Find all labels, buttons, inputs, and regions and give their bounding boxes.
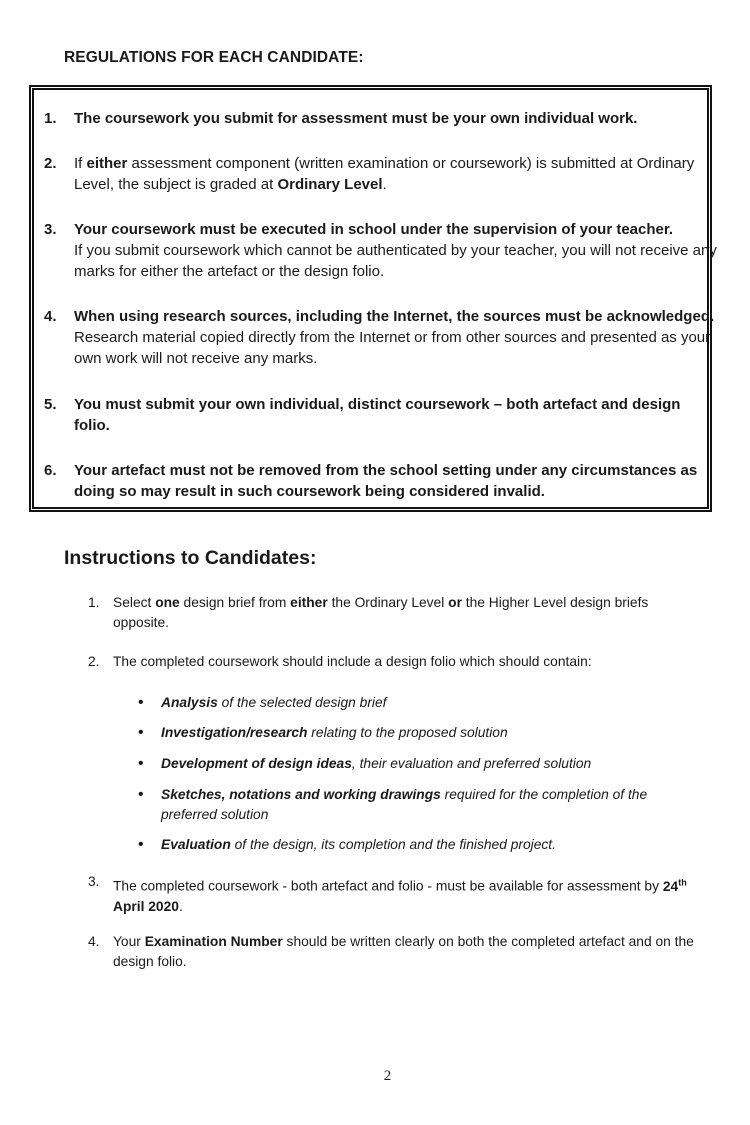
regulation-item-6	[44, 460, 699, 502]
instruction-text: The completed coursework should include a design folio which should contain:	[113, 654, 592, 669]
bullet-icon: •	[138, 836, 144, 853]
bullet-icon: •	[138, 755, 144, 772]
instruction-number: 2.	[88, 654, 100, 669]
bullet-item: • Analysis of the selected design brief	[138, 694, 387, 711]
regulation-number: 6.	[44, 462, 57, 479]
bullet-item: • Evaluation of the design, its completion and the finished project.	[138, 836, 556, 853]
regulation-item-5	[44, 394, 704, 436]
regulation-item-2	[44, 153, 729, 195]
instruction-item-2	[88, 652, 708, 672]
bullet-icon: •	[138, 724, 144, 741]
instruction-text: The completed coursework - both artefact and folio - must be available for assessment by 24th April 2020.	[113, 877, 687, 914]
instruction-item-4	[88, 932, 708, 972]
instruction-text: Select one design brief from either the Ordinary Level or the Higher Level design briefs opposite.	[113, 595, 649, 630]
regulation-text: Your coursework must be executed in school under the supervision of your teacher. If you submit coursework which cannot be authenticated by your teacher, you will not receive any marks for either the artefact or the design folio.	[74, 221, 717, 280]
instruction-text: Your Examination Number should be written clearly on both the completed artefact and on the design folio.	[113, 934, 694, 969]
regulation-text: Your artefact must not be removed from the school setting under any circumstances as doing so may result in such coursework being considered invalid.	[74, 462, 698, 500]
regulation-text: You must submit your own individual, distinct coursework – both artefact and design folio.	[74, 396, 681, 434]
regulation-item-4	[44, 306, 729, 369]
instruction-number: 4.	[88, 934, 100, 949]
regulation-text: When using research sources, including the Internet, the sources must be acknowledged. Research material copied directly from the Internet or from other sources and presented as your own work will not receive any marks.	[74, 308, 715, 367]
bullet-item: • Sketches, notations and working drawings required for the completion of the preferred solution	[138, 785, 678, 825]
regulation-item-1	[44, 108, 729, 129]
bullet-item: • Development of design ideas, their evaluation and preferred solution	[138, 755, 592, 772]
instructions-heading: Instructions to Candidates:	[64, 547, 317, 569]
regulation-item-3	[44, 219, 729, 282]
regulation-number: 2.	[44, 155, 57, 172]
page-number: 2	[383, 1068, 392, 1084]
regulation-number: 1.	[44, 110, 57, 127]
instruction-item-3	[88, 872, 708, 917]
instruction-number: 1.	[88, 595, 100, 610]
regulation-number: 5.	[44, 396, 57, 413]
regulation-number: 3.	[44, 221, 57, 238]
bullet-icon: •	[138, 786, 144, 803]
instruction-number: 3.	[88, 874, 100, 889]
regulations-box	[29, 85, 712, 512]
regulation-number: 4.	[44, 308, 57, 325]
regulations-heading: REGULATIONS FOR EACH CANDIDATE:	[64, 49, 364, 66]
bullet-icon: •	[138, 694, 144, 711]
bullet-item: • Investigation/research relating to the proposed solution	[138, 724, 508, 741]
regulation-text: The coursework you submit for assessment must be your own individual work.	[74, 110, 638, 127]
instruction-item-1	[88, 593, 708, 633]
regulation-text: If either assessment component (written examination or coursework) is submitted at Ordinary Level, the subject is graded at Ordinary Level.	[74, 155, 695, 193]
